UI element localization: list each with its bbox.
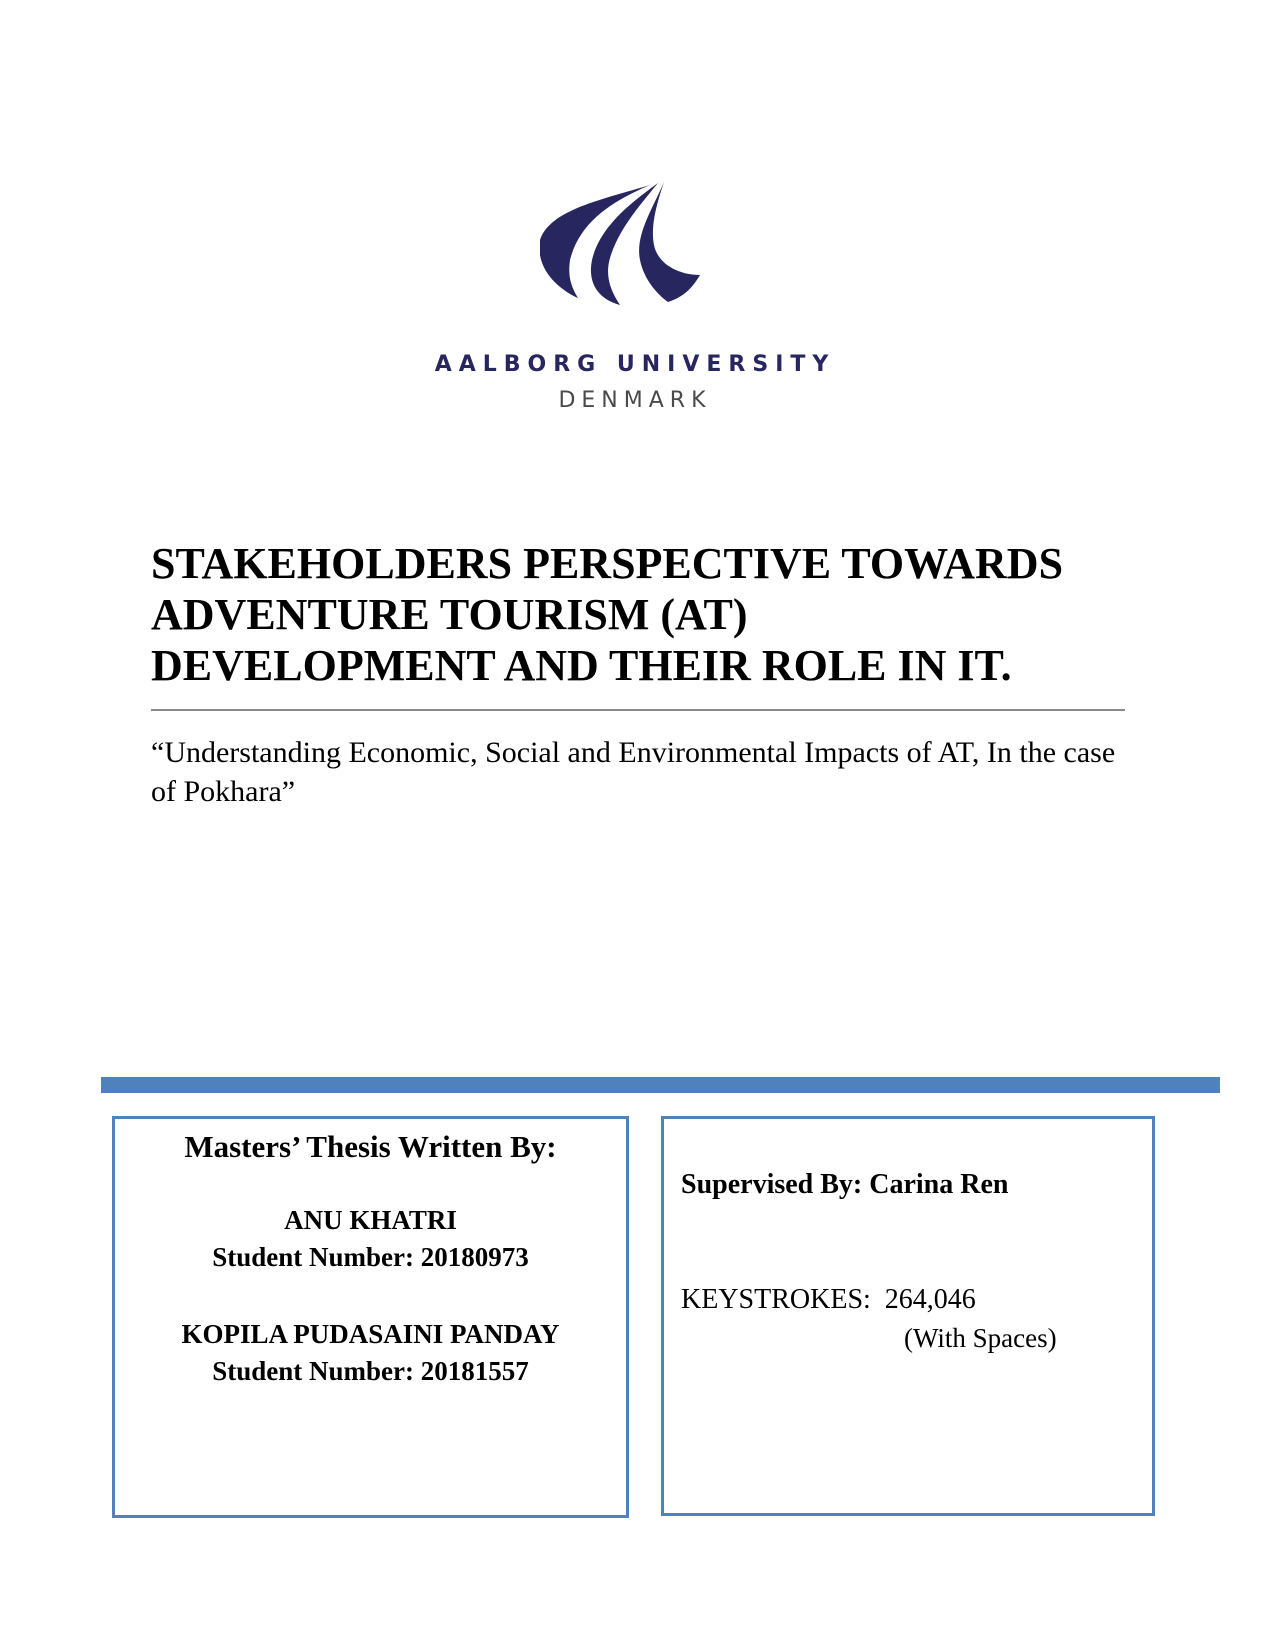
thesis-subtitle: “Understanding Economic, Social and Environmental Impacts of AT, In the case of Pokhara” (151, 736, 1116, 808)
keystrokes-count: KEYSTROKES: 264,046 (681, 1284, 976, 1315)
author-name: ANU KHATRI (284, 1205, 457, 1235)
student-number: Student Number: 20181557 (212, 1356, 529, 1386)
accent-bar (101, 1077, 1220, 1093)
title-divider (151, 709, 1125, 711)
university-name: AALBORG UNIVERSITY (434, 352, 836, 377)
supervisor-box (661, 1116, 1155, 1516)
supervisor-label: Supervised By: Carina Ren (681, 1169, 1009, 1200)
keystrokes-note: (With Spaces) (904, 1323, 1057, 1353)
university-country: DENMARK (558, 388, 712, 413)
title-line: ADVENTURE TOURISM (AT) (151, 590, 748, 639)
title-line: DEVELOPMENT AND THEIR ROLE IN IT. (151, 641, 1012, 690)
authors-box (112, 1116, 629, 1518)
authors-heading: Masters’ Thesis Written By: (184, 1129, 557, 1164)
title-line: STAKEHOLDERS PERSPECTIVE TOWARDS (151, 539, 1064, 588)
author-name: KOPILA PUDASAINI PANDAY (181, 1319, 560, 1349)
student-number: Student Number: 20180973 (212, 1242, 529, 1272)
thesis-title (151, 538, 1151, 691)
aalborg-logo-icon (540, 180, 700, 310)
